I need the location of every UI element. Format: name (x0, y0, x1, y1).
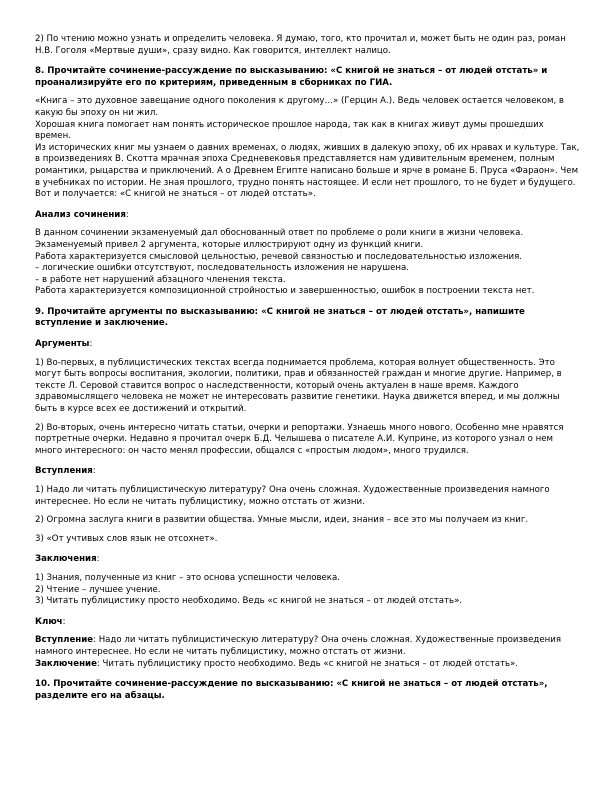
argument-2: 2) Во-вторых, очень интересно читать статьи, очерки и репортажи. Узнаешь много нового. Особенно мне нравятся портретные очерки. Недавно я прочитал очерк Б.Д. Челышева о писателе А.И. Куприне, из которого узнал о нем много интересного: он часто менял профессии, общался с «простым людом», много трудился. (35, 422, 564, 456)
introduction-1: 1) Надо ли читать публицистическую литературу? Она очень сложная. Художественные произведения намного интереснее. Но если не читать публицистику, можно отстать от жизни. (35, 485, 550, 507)
key-introduction-text: : Надо ли читать публицистическую литературу? Она очень сложная. Художественные произведения намного интереснее. Но если не читать публицистику, можно отстать от жизни. (35, 635, 562, 657)
analysis-label: Анализ сочинения (35, 209, 126, 220)
essay-line: Вот и получается: «С книгой не знаться – от людей отстать». (35, 189, 316, 200)
task-9-heading: 9. Прочитайте аргументы по высказыванию: «С книгой не знаться – от людей отстать», напишите вступление и заключение. (35, 306, 525, 329)
key-introduction (35, 635, 580, 658)
analysis-line: Работа характеризуется композиционной стройностью и завершенностью, ошибок в построении текста нет. (35, 286, 535, 297)
analysis-heading (35, 210, 580, 222)
introduction-2: 2) Огромна заслуга книги в развитии общества. Умные мысли, идеи, знания – все это мы получаем из книг. (35, 515, 529, 526)
task-8-heading: 8. Прочитайте сочинение-рассуждение по высказыванию: «С книгой не знаться – от людей отстать» и проанализируйте его по критериям, приведенным в сборниках по ГИА. (35, 66, 548, 88)
key-introduction-label: Вступление (35, 635, 94, 646)
analysis-line: Работа характеризуется смысловой цельностью, речевой связностью и последовательностью изложения. (35, 251, 523, 262)
key-label: Ключ (35, 616, 63, 627)
conclusion-item: 1) Знания, полученные из книг – это основа успешности человека. (35, 572, 340, 583)
key-conclusion (35, 659, 580, 671)
arguments-heading (35, 339, 580, 351)
analysis-line: В данном сочинении экзаменуемый дал обоснованный ответ по проблеме о роли книги в жизни человека. Экзаменуемый привел 2 аргумента, которые иллюстрируют одну из функций книги. (35, 228, 524, 250)
introductions-label: Вступления (35, 466, 93, 477)
introductions-heading (35, 466, 580, 478)
task-10-heading: 10. Прочитайте сочинение-рассуждение по высказыванию: «С книгой не знаться – от людей отстать», разделите его на абзацы. (35, 679, 548, 701)
conclusions-list (35, 573, 580, 608)
conclusions-label: Заключения (35, 554, 97, 565)
key-colon: : (62, 616, 66, 627)
conclusions-colon: : (96, 554, 100, 565)
conclusions-heading (35, 554, 580, 566)
analysis-colon: : (125, 209, 129, 220)
analysis-line: – в работе нет нарушений абзацного членения текста. (35, 274, 286, 285)
conclusion-item: 3) Читать публицистику просто необходимо. Ведь «с книгой не знаться – от людей отстать». (35, 596, 463, 607)
key-conclusion-label: Заключение (35, 658, 97, 669)
arguments-label: Аргументы (35, 339, 90, 350)
analysis-text (35, 228, 580, 298)
paragraph-argument-2-gogol: 2) По чтению можно узнать и определить человека. Я думаю, того, кто прочитал и, может быть не один раз, роман Н.В. Гоголя «Мертвые души», сразу видно. Как говорится, интеллект налицо. (35, 34, 566, 56)
essay-line: «Книга – это духовное завещание одного поколения к другому…» (Герцин А.). Ведь человек остается человеком, в какую бы эпоху он ни жил. (35, 96, 564, 118)
introduction-3: 3) «От учтивых слов язык не отсохнет». (35, 533, 218, 544)
key-heading (35, 617, 580, 629)
essay-line: Из исторических книг мы узнаем о давних временах, о людях, живших в далекую эпоху, об их нравах и культуре. Так, в произведениях В. Скотта мрачная эпоха Средневековья представляется нам удивительным временем, полным романтики, рыцарства и приключений. А о Древнем Египте написано больше и ярче в романе Б. Пруса «Фараон». Чем в учебниках по истории. Не зная прошлого, трудно понять настоящее. И если нет прошлого, то не будет и будущего. (35, 142, 580, 188)
document-page (35, 34, 580, 702)
essay-text (35, 96, 580, 200)
argument-1: 1) Во-первых, в публицистических текстах всегда поднимается проблема, которая волнует общественность. Это могут быть вопросы воспитания, экологии, политики, прав и обязанностей граждан и многие другие. Например, в тексте Л. Серовой ставится вопрос о наследственности, который очень актуален в наше время. Каждого здравомыслящего человека не может не интересовать развитие генетики. Наука движется вперед, и мы должны быть в курсе всех ее достижений и открытий. (35, 357, 562, 415)
key-conclusion-text: : Читать публицистику просто необходимо. Ведь «с книгой не знаться – от людей отстать». (96, 658, 519, 669)
essay-line: Хорошая книга помогает нам понять историческое прошлое народа, так как в книгах живут думы прошедших времен. (35, 119, 544, 142)
conclusion-item: 2) Чтение – лучшее учение. (35, 584, 161, 595)
introductions-colon: : (92, 466, 96, 477)
arguments-colon: : (89, 339, 93, 350)
analysis-line: – логические ошибки отсутствуют, последовательность изложения не нарушена. (35, 263, 409, 274)
